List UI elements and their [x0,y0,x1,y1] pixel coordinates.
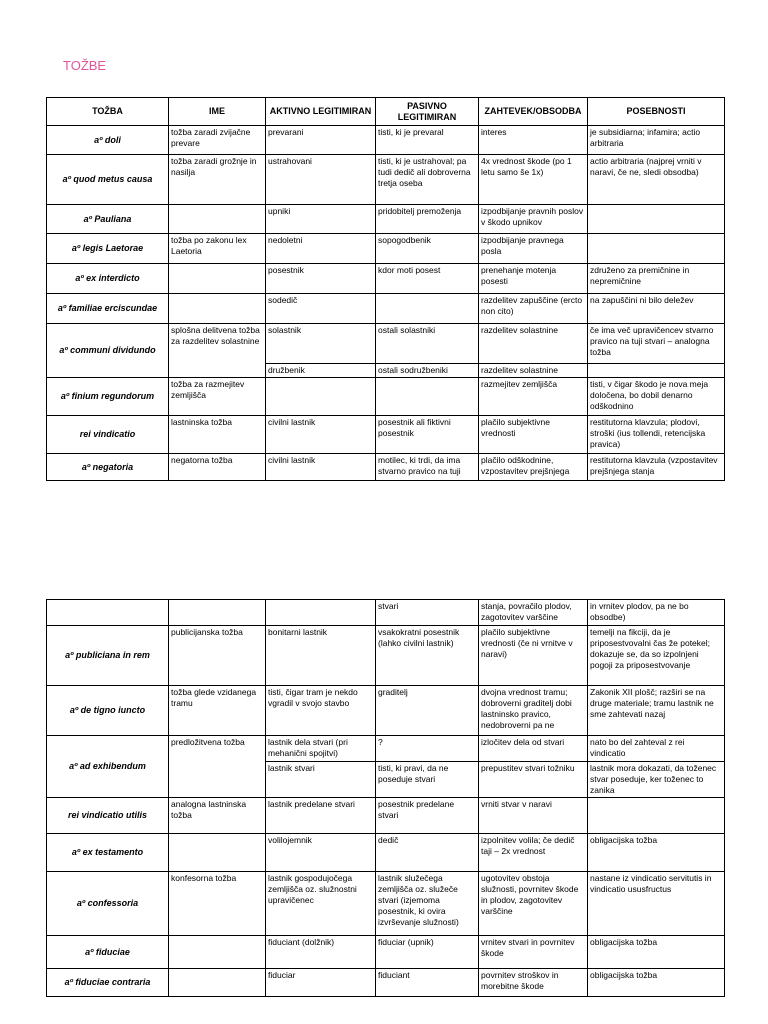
zahtevek-cell: plačilo odškodnine, vzpostavitev prejšnjega [479,454,588,481]
zahtevek-cell: 4x vrednost škode (po 1 letu samo še 1x) [479,155,588,205]
action-name: aº fiduciae contraria [47,969,169,997]
table-row [47,686,725,736]
aktivno-cell: civilni lastnik [266,454,376,481]
pasivno-cell: dedič [376,834,479,872]
aktivno-cell: civilni lastnik [266,416,376,454]
pasivno-cell: ostali sodružbeniki [376,364,479,378]
aktivno-cell: fiduciar [266,969,376,997]
ime-cell: tožba po zakonu lex Laetoria [169,234,266,264]
posebnosti-cell: nato bo del zahteval z rei vindicatio [588,736,725,762]
zahtevek-cell: razdelitev solastnine [479,324,588,364]
posebnosti-cell: Zakonik XII plošč; razširi se na druge materiale; tramu lastnik ne sme zahtevati nazaj [588,686,725,736]
posebnosti-cell [588,798,725,834]
ime-cell: tožba zaradi grožnje in nasilja [169,155,266,205]
aktivno-cell: fiduciant (dolžnik) [266,936,376,969]
ime-cell: splošna delitvena tožba za razdelitev solastnine [169,324,266,378]
table-row [47,205,725,234]
action-name: aº communi dividundo [47,324,169,378]
actions-table-top [46,97,725,481]
posebnosti-cell: nastane iz vindicatio servitutis in vindicatio ususfructus [588,872,725,936]
aktivno-cell: lastnik dela stvari (pri mehanični spojitvi) [266,736,376,762]
posebnosti-cell [588,364,725,378]
posebnosti-cell: združeno za premičnine in nepremičnine [588,264,725,294]
action-name: aº de tigno iuncto [47,686,169,736]
aktivno-cell: bonitarni lastnik [266,626,376,686]
pasivno-cell [376,378,479,416]
table-row [47,872,725,936]
pasivno-cell: tisti, ki pravi, da ne poseduje stvari [376,762,479,798]
table-row [47,736,725,762]
table-row [47,798,725,834]
zahtevek-cell: prepustitev stvari tožniku [479,762,588,798]
action-name: aº ad exhibendum [47,736,169,798]
pasivno-cell: ostali solastniki [376,324,479,364]
posebnosti-cell: je subsidiarna; infamira; actio arbitraria [588,126,725,155]
pasivno-cell: sopogodbenik [376,234,479,264]
zahtevek-cell: izpolnitev volila; če dedič taji – 2x vrednost [479,834,588,872]
aktivno-cell: solastnik [266,324,376,364]
ime-cell: lastninska tožba [169,416,266,454]
ime-cell [169,834,266,872]
header-zahtevek: ZAHTEVEK/OBSODBA [479,98,588,126]
posebnosti-cell: temelji na fikciji, da je priposestvovalni čas že potekel; dokazuje se, da so izpolnjeni pogoji za priposestvovanje [588,626,725,686]
ime-cell: predložitvena tožba [169,736,266,798]
pasivno-cell: kdor moti posest [376,264,479,294]
zahtevek-cell: vrniti stvar v naravi [479,798,588,834]
aktivno-cell: lastnik predelane stvari [266,798,376,834]
pasivno-cell: posestnik predelane stvari [376,798,479,834]
posebnosti-cell: actio arbitraria (najprej vrniti v naravi, če ne, sledi obsodba) [588,155,725,205]
action-name: aº finium regundorum [47,378,169,416]
pasivno-cell: tisti, ki je ustrahoval; pa tudi dedič ali dobroverna tretja oseba [376,155,479,205]
ime-cell [169,264,266,294]
aktivno-cell: upniki [266,205,376,234]
zahtevek-cell: plačilo subjektivne vrednosti [479,416,588,454]
zahtevek-cell: plačilo subjektivne vrednosti (če ni vrnitve v naravi) [479,626,588,686]
pasivno-cell: motilec, ki trdi, da ima stvarno pravico na tuji [376,454,479,481]
pasivno-cell: stvari [376,600,479,626]
action-name: aº publiciana in rem [47,626,169,686]
page-title: TOŽBE [63,58,107,73]
aktivno-cell [266,378,376,416]
zahtevek-cell: razdelitev solastnine [479,364,588,378]
pasivno-cell: fiduciant [376,969,479,997]
actions-table-bottom [46,599,725,997]
action-name: aº doli [47,126,169,155]
ime-cell [169,936,266,969]
aktivno-cell: nedoletni [266,234,376,264]
posebnosti-cell: restitutorna klavzula; plodovi, stroški (ius tollendi, retencijska pravica) [588,416,725,454]
ime-cell: publicijanska tožba [169,626,266,686]
zahtevek-cell: dvojna vrednost tramu; dobroverni graditelj dobi lastninsko pravico, nedobroverni pa ne [479,686,588,736]
ime-cell: analogna lastninska tožba [169,798,266,834]
aktivno-cell: sodedič [266,294,376,324]
posebnosti-cell: tisti, v čigar škodo je nova meja določena, bo dobil denarno odškodnino [588,378,725,416]
table-row [47,264,725,294]
zahtevek-cell: vrnitev stvari in povrnitev škode [479,936,588,969]
posebnosti-cell [588,205,725,234]
action-name: rei vindicatio utilis [47,798,169,834]
header-row [47,98,725,126]
action-name: aº Pauliana [47,205,169,234]
aktivno-cell: volilojemnik [266,834,376,872]
header-aktivno: AKTIVNO LEGITIMIRAN [266,98,376,126]
posebnosti-cell: na zapuščini ni bilo deležev [588,294,725,324]
table-row [47,324,725,364]
pasivno-cell: ? [376,736,479,762]
zahtevek-cell: interes [479,126,588,155]
posebnosti-cell: če ima več upravičencev stvarno pravico na tuji stvari – analogna tožba [588,324,725,364]
zahtevek-cell: razdelitev zapuščine (ercto non cito) [479,294,588,324]
header-posebnosti: POSEBNOSTI [588,98,725,126]
posebnosti-cell: restitutorna klavzula (vzpostavitev prejšnjega stanja [588,454,725,481]
table-row [47,936,725,969]
aktivno-cell: lastnik stvari [266,762,376,798]
zahtevek-cell: prenehanje motenja posesti [479,264,588,294]
pasivno-cell: fiduciar (upnik) [376,936,479,969]
table-row [47,294,725,324]
zahtevek-cell: ugotovitev obstoja služnosti, povrnitev škode in plodov, zagotovitev varščine [479,872,588,936]
pasivno-cell: vsakokratni posestnik (lahko civilni lastnik) [376,626,479,686]
action-name: aº fiduciae [47,936,169,969]
action-name [47,600,169,626]
table-row [47,126,725,155]
action-name: aº quod metus causa [47,155,169,205]
zahtevek-cell: izločitev dela od stvari [479,736,588,762]
posebnosti-cell: in vrnitev plodov, pa ne bo obsodbe) [588,600,725,626]
posebnosti-cell: obligacijska tožba [588,936,725,969]
ime-cell [169,600,266,626]
action-name: rei vindicatio [47,416,169,454]
ime-cell: tožba zaradi zvijačne prevare [169,126,266,155]
posebnosti-cell [588,234,725,264]
aktivno-cell: tisti, čigar tram je nekdo vgradil v svojo stavbo [266,686,376,736]
aktivno-cell: ustrahovani [266,155,376,205]
table-row [47,969,725,997]
ime-cell [169,969,266,997]
zahtevek-cell: povrnitev stroškov in morebitne škode [479,969,588,997]
zahtevek-cell: izpodbijanje pravnega posla [479,234,588,264]
aktivno-cell [266,600,376,626]
pasivno-cell: tisti, ki je prevaral [376,126,479,155]
table-row [47,416,725,454]
aktivno-cell: posestnik [266,264,376,294]
zahtevek-cell: stanja, povračilo plodov, zagotovitev varščine [479,600,588,626]
action-name: aº ex testamento [47,834,169,872]
table-row [47,600,725,626]
zahtevek-cell: izpodbijanje pravnih poslov v škodo upnikov [479,205,588,234]
action-name: aº ex interdicto [47,264,169,294]
action-name: aº legis Laetorae [47,234,169,264]
pasivno-cell: pridobitelj premoženja [376,205,479,234]
posebnosti-cell: obligacijska tožba [588,834,725,872]
pasivno-cell [376,294,479,324]
header-pasivno: PASIVNO LEGITIMIRAN [376,98,479,126]
posebnosti-cell: lastnik mora dokazati, da toženec stvar poseduje, ker toženec to zanika [588,762,725,798]
table-row [47,834,725,872]
action-name: aº negatoria [47,454,169,481]
aktivno-cell: družbenik [266,364,376,378]
ime-cell: negatorna tožba [169,454,266,481]
pasivno-cell: lastnik služečega zemljišča oz. služeče stvari (izjemoma posestnik, ki ovira izvrševanje služnosti) [376,872,479,936]
pasivno-cell: posestnik ali fiktivni posestnik [376,416,479,454]
ime-cell: tožba za razmejitev zemljišča [169,378,266,416]
header-tozba: TOŽBA [47,98,169,126]
pasivno-cell: graditelj [376,686,479,736]
zahtevek-cell: razmejitev zemljišča [479,378,588,416]
action-name: aº confessoria [47,872,169,936]
table-row [47,454,725,481]
ime-cell [169,205,266,234]
ime-cell [169,294,266,324]
table-row [47,234,725,264]
action-name: aº familiae erciscundae [47,294,169,324]
ime-cell: konfesorna tožba [169,872,266,936]
ime-cell: tožba glede vzidanega tramu [169,686,266,736]
table-row [47,626,725,686]
aktivno-cell: lastnik gospodujočega zemljišča oz. služnostni upravičenec [266,872,376,936]
table-row [47,378,725,416]
posebnosti-cell: obligacijska tožba [588,969,725,997]
header-ime: IME [169,98,266,126]
table-row [47,155,725,205]
aktivno-cell: prevarani [266,126,376,155]
